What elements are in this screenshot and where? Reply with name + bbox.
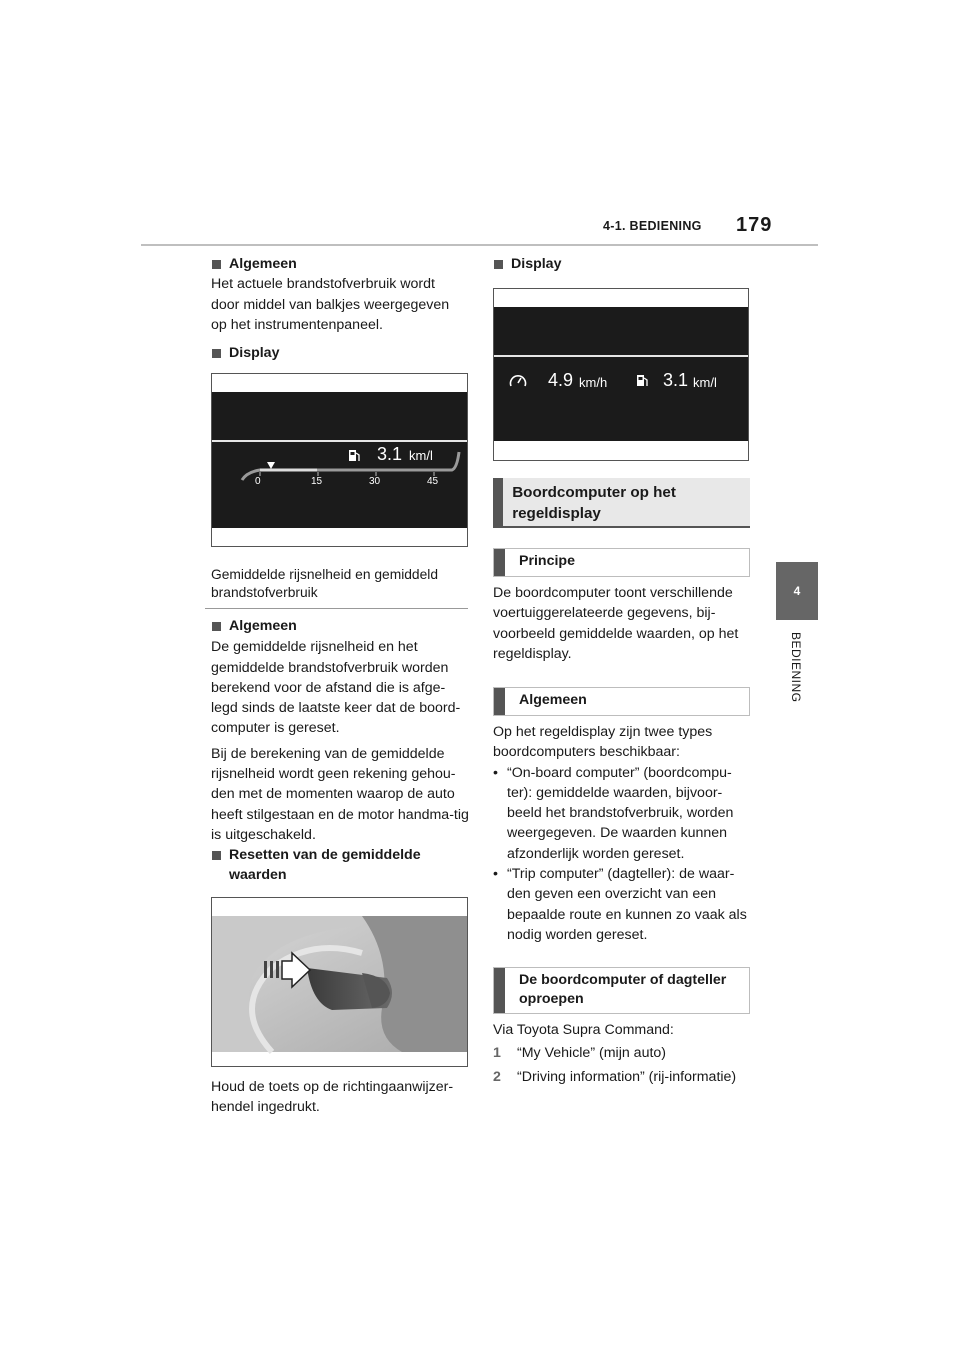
list-item: • “Trip computer” (dagteller): de waar-den geven een overzicht van een bepaalde route en kunnen zo vaak als nodig worden gereset. (493, 866, 747, 943)
speed-unit: km/h (579, 375, 608, 390)
paragraph: De gemiddelde rijsnelheid en het gemiddelde brandstofverbruik worden berekend voor de afstand die is afge-legd sinds de laatste keer dat de boord-computer is gereset. (211, 639, 461, 737)
section-heading-text: Boordcomputer op het regeldisplay (512, 484, 676, 522)
scale-pointer-icon (267, 462, 275, 469)
scale-tick-label: 0 (255, 476, 261, 487)
algemeen-section-right (493, 722, 751, 945)
display-figure-fuel-bar (211, 373, 468, 547)
paragraph: Het actuele brandstofverbruik wordt door middel van balkjes weergegeven op het instrumentenpaneel. (211, 276, 450, 333)
figure-caption: Gemiddelde rijsnelheid en gemiddeld brandstofverbruik (211, 567, 439, 600)
bullet-dot: • (493, 866, 498, 883)
list-item: • “On-board computer” (boordcompu-ter): gemiddelde waarden, bijvoor-beeld het brandstofverbruik, worden weergegeven. De waarden kunnen afzonderlijk worden gereset. (493, 764, 734, 862)
reset-subheading: Resetten van de gemiddelde waarden (211, 845, 469, 886)
subheading: Algemeen (211, 616, 469, 636)
instrument-screen (494, 307, 748, 441)
display-figure-speed-fuel (493, 288, 749, 461)
section-heading-accent (493, 478, 503, 526)
scale-tick-label: 45 (427, 476, 439, 487)
chapter-tab-label: BEDIENING (789, 632, 803, 703)
principe-heading: Principe (493, 548, 750, 577)
numbered-list (493, 1043, 751, 1087)
bullet-dot: • (493, 764, 498, 781)
speed-value: 4.9 (548, 370, 574, 390)
oproepen-heading: De boordcomputer of dagteller oproepen (493, 967, 750, 1014)
list-item: 1 “My Vehicle” (mijn auto) (493, 1043, 751, 1063)
header-section-title: 4-1. BEDIENING (603, 219, 702, 233)
fuel-value: 3.1 (663, 370, 689, 390)
subheading: Algemeen (211, 254, 469, 274)
step-number: 1 (493, 1045, 501, 1062)
algemeen-heading: Algemeen (493, 687, 750, 716)
square-bullet-icon (212, 349, 221, 358)
turn-signal-lever-illustration (212, 898, 467, 1066)
step-number: 2 (493, 1068, 501, 1085)
square-bullet-icon (494, 260, 503, 269)
lever-photo-figure (211, 897, 468, 1067)
principe-paragraph: De boordcomputer toont verschillende voertuiggerelateerde gegevens, bij-voorbeeld gemiddelde waarden, op het regeldisplay. (493, 585, 739, 662)
scale-tick-label: 15 (311, 476, 323, 487)
display-subheading-1: Display (211, 343, 469, 363)
fuel-value: 3.1 (377, 444, 403, 464)
list-item: 2 “Driving information” (rij-informatie) (493, 1067, 751, 1087)
instrument-screen (212, 392, 467, 528)
square-bullet-icon (212, 260, 221, 269)
scale-tick-label: 30 (369, 476, 381, 487)
paragraph: Via Toyota Supra Command: (493, 1022, 674, 1038)
algemeen-section-1 (211, 254, 469, 335)
chapter-tab: 4 (776, 562, 818, 620)
bullet-list (493, 763, 751, 946)
square-bullet-icon (212, 851, 221, 860)
fuel-unit: km/l (409, 448, 433, 463)
section-heading (493, 478, 750, 528)
fuel-unit: km/l (693, 375, 717, 390)
display-subheading-2: Display (493, 254, 751, 274)
page-number: 179 (736, 214, 773, 236)
fuel-pump-icon (637, 375, 647, 386)
paragraph: Bij de berekening van de gemiddelde rijsnelheid wordt geen rekening gehou-den met de momenten waarop de auto heeft stilgestaan en de motor handma-tig is uitgeschakeld. (211, 745, 469, 843)
reset-paragraph: Houd de toets op de richtingaanwijzer-hendel ingedrukt. (211, 1079, 454, 1116)
header-divider (141, 244, 818, 246)
paragraph: Op het regeldisplay zijn twee types boordcomputers beschikbaar: (493, 724, 713, 761)
fuel-pump-icon (349, 450, 359, 461)
caption-divider (205, 608, 468, 609)
square-bullet-icon (212, 622, 221, 631)
oproepen-section (493, 1020, 751, 1087)
algemeen-section-2 (211, 616, 469, 845)
speedometer-icon (511, 376, 526, 386)
